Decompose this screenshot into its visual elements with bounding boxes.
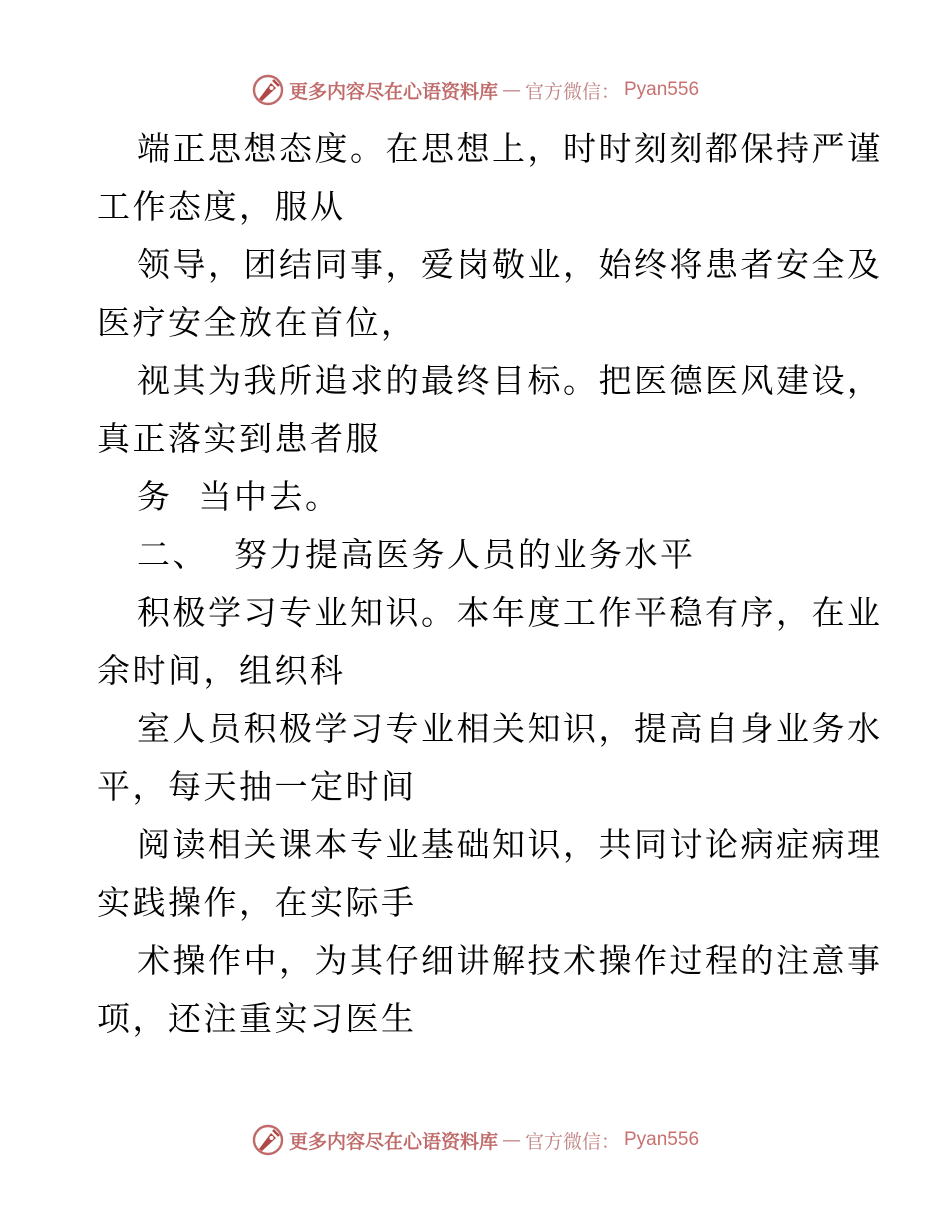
body-line: 端正思想态度。在思想上，时时刻刻都保持严谨 [137,129,883,168]
wechat-id: Pyan556 [624,79,700,100]
body-line: 医疗安全放在首位， [97,303,417,342]
section-heading: 二、 努力提高医务人员的业务水平 [137,535,696,574]
body-line: 领导，团结同事，爱岗敬业，始终将患者安全及 [137,245,883,284]
document-body [97,120,883,1048]
site-name: 更多内容尽在心语资料库 [288,80,498,103]
body-line: 实践操作，在实际手 [97,883,417,922]
body-line: 平，每天抽一定时间 [97,767,417,806]
body-line: 余时间，组织科 [97,651,346,690]
wechat-label: 官方微信： [524,80,620,103]
body-line: 阅读相关课本专业基础知识，共同讨论病症病理 [137,825,883,864]
banner-separator: — [501,1129,521,1151]
footer-banner [0,1120,950,1160]
body-line: 工作态度，服从 [97,187,346,226]
pen-nib-logo-icon [251,1123,285,1157]
body-line: 积极学习专业知识。本年度工作平稳有序，在业 [137,593,883,632]
pen-nib-logo-icon [251,73,285,107]
banner-separator: — [501,79,521,101]
wechat-label: 官方微信： [524,1130,620,1153]
body-line: 室人员积极学习专业相关知识，提高自身业务水 [137,709,883,748]
body-line: 术操作中，为其仔细讲解技术操作过程的注意事 [137,941,883,980]
wechat-id: Pyan556 [624,1129,700,1150]
body-line: 视其为我所追求的最终目标。把医德医风建设， [137,361,883,400]
header-banner [0,70,950,110]
body-line: 务 当中去。 [137,477,341,516]
body-line: 真正落实到患者服 [97,419,381,458]
site-name: 更多内容尽在心语资料库 [288,1130,498,1153]
body-line: 项，还注重实习医生 [97,999,417,1038]
